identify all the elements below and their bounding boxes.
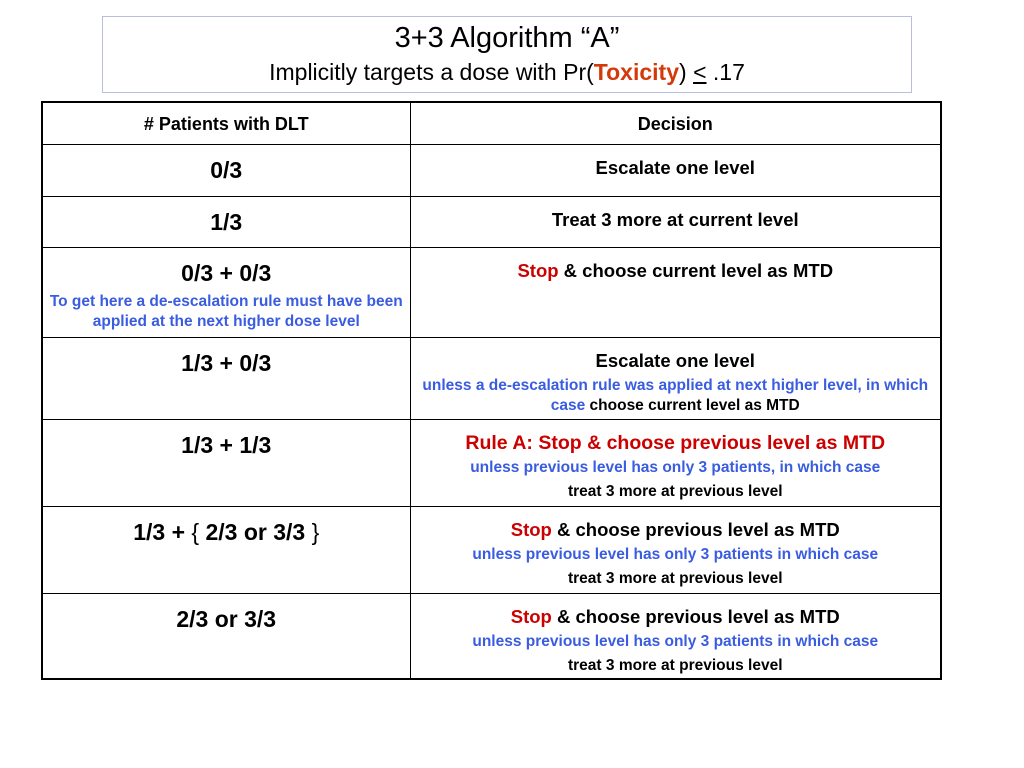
decision-stop: Stop: [510, 519, 552, 540]
table-row: [42, 420, 941, 507]
table-row: [42, 338, 941, 420]
patients-note: To get here a de-escalation rule must have been applied at the next higher dose level: [49, 293, 403, 330]
title-box: [102, 16, 912, 93]
decision-condition: unless previous level has only 3 patients in which case: [472, 633, 879, 650]
decision-text: [411, 519, 941, 541]
decision-condition-black: choose current level as MTD: [585, 397, 800, 414]
decision-condition-blue: unless a de-escalation rule was applied at next higher level, in which case: [422, 377, 929, 414]
patients-cell: [42, 594, 410, 680]
patients-value: 0/3: [210, 157, 243, 183]
decision-stop: Stop: [517, 260, 559, 281]
decision-text: [411, 606, 941, 628]
decision-cell: [410, 338, 941, 420]
decision-text: Escalate one level: [595, 157, 755, 178]
decision-fallback: treat 3 more at previous level: [567, 657, 783, 674]
table-row: [42, 197, 941, 248]
decision-rest: & choose current level as MTD: [558, 260, 834, 281]
table-row: [42, 248, 941, 338]
patients-cell: [42, 507, 410, 594]
subtitle-prefix: Implicitly targets a dose with Pr(: [269, 59, 594, 85]
decision-condition: unless previous level has only 3 patients in which case: [472, 546, 879, 563]
header-patients: # Patients with DLT: [42, 102, 410, 145]
decision-cell: [410, 594, 941, 680]
subtitle-mid: ): [679, 59, 694, 85]
patients-cell: [42, 145, 410, 197]
patients-value: 1/3 + 0/3: [181, 350, 272, 376]
decision-condition: [411, 376, 941, 416]
slide-title: 3+3 Algorithm “A”: [394, 22, 620, 54]
decision-cell: [410, 507, 941, 594]
decision-cell: [410, 248, 941, 338]
patients-value: 0/3 + 0/3: [181, 260, 272, 286]
decision-rest: & choose previous level as MTD: [551, 606, 840, 627]
decision-text: [411, 260, 941, 282]
patients-cell: [42, 197, 410, 248]
subtitle-le-symbol: <: [693, 59, 707, 85]
patients-cell: [42, 248, 410, 338]
table-row: [42, 507, 941, 594]
subtitle-suffix: .17: [706, 59, 745, 85]
patients-value: 1/3 + { 2/3 or 3/3 }: [133, 519, 320, 545]
patients-cell: [42, 420, 410, 507]
decision-condition: unless previous level has only 3 patients, in which case: [470, 459, 881, 476]
subtitle-toxicity: Toxicity: [593, 59, 679, 85]
decision-cell: [410, 420, 941, 507]
decision-text: Rule A: Stop & choose previous level as MTD: [465, 432, 886, 454]
close-brace: }: [311, 519, 320, 545]
decision-text: Escalate one level: [595, 350, 755, 371]
decision-fallback: treat 3 more at previous level: [567, 483, 783, 500]
header-row: [42, 102, 941, 145]
open-brace: {: [191, 519, 200, 545]
patients-cell: [42, 338, 410, 420]
decision-fallback: treat 3 more at previous level: [567, 570, 783, 587]
algorithm-table: [41, 101, 942, 680]
patients-value: 1/3 + 1/3: [181, 432, 272, 458]
patients-value: 2/3 or 3/3: [176, 606, 277, 632]
decision-cell: [410, 145, 941, 197]
decision-rest: & choose previous level as MTD: [551, 519, 840, 540]
table-row: [42, 594, 941, 680]
table-row: [42, 145, 941, 197]
decision-stop: Stop: [510, 606, 552, 627]
header-decision: Decision: [410, 102, 941, 145]
decision-text: Treat 3 more at current level: [551, 209, 799, 230]
patients-value: 1/3: [210, 209, 243, 235]
decision-cell: [410, 197, 941, 248]
slide-subtitle: [103, 58, 911, 86]
